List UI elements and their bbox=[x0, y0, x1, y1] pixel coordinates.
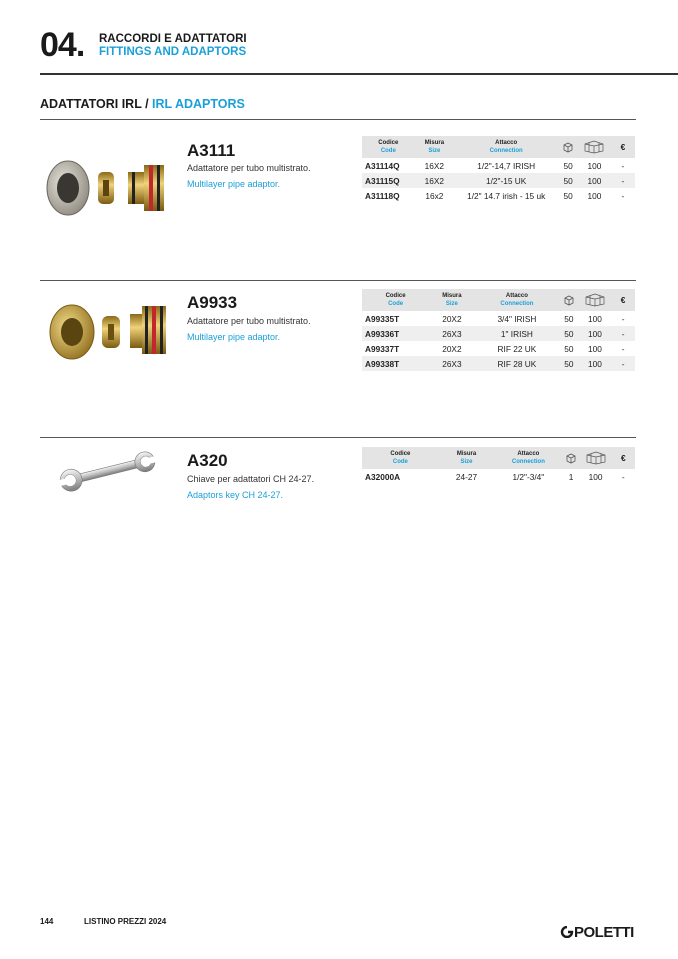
row-box-qty: 50 bbox=[559, 326, 579, 341]
row-pack-qty: 100 bbox=[587, 160, 602, 171]
size-header-en: Size bbox=[445, 301, 458, 307]
row-pack-qty: 100 bbox=[579, 356, 612, 371]
code-header-en: Code bbox=[388, 301, 404, 307]
poletti-logo-icon bbox=[560, 926, 574, 938]
row-price: - bbox=[611, 326, 635, 341]
row-box-qty: 50 bbox=[563, 160, 573, 171]
code-header-it: Codice bbox=[378, 140, 399, 146]
product-rule bbox=[40, 437, 636, 438]
currency-header: € bbox=[612, 447, 635, 469]
table-row bbox=[362, 326, 635, 341]
row-connection: RIF 28 UK bbox=[475, 356, 560, 371]
connection-header-it: Attacco bbox=[495, 140, 518, 146]
box-icon bbox=[562, 447, 579, 469]
row-price: - bbox=[621, 160, 625, 171]
pack-icon bbox=[580, 447, 612, 469]
chapter-number: 04. bbox=[40, 26, 85, 64]
row-pack-qty: 100 bbox=[587, 343, 602, 354]
connection-header-en: Connection bbox=[489, 148, 523, 154]
product-desc-it: Adattatore per tubo multistrato. bbox=[187, 163, 311, 173]
row-size: 20X2 bbox=[442, 313, 462, 324]
code-header-it: Codice bbox=[385, 293, 406, 299]
row-box-qty: 50 bbox=[564, 313, 574, 324]
row-box-qty: 50 bbox=[564, 343, 574, 354]
adaptor-image bbox=[48, 296, 180, 376]
table-header-row bbox=[362, 289, 635, 311]
row-size: 16X2 bbox=[424, 160, 445, 171]
row-size: 16X2 bbox=[415, 173, 454, 188]
row-price: - bbox=[621, 313, 625, 324]
table-row bbox=[362, 311, 635, 326]
row-price: - bbox=[611, 173, 635, 188]
row-code: A31115Q bbox=[362, 173, 415, 188]
row-size: 26X3 bbox=[429, 326, 475, 341]
pack-icon bbox=[578, 136, 611, 158]
currency-header: € bbox=[611, 136, 635, 158]
header-rule bbox=[40, 73, 678, 75]
logo-text: POLETTI bbox=[574, 924, 634, 941]
row-connection: 1/2" 14.7 irish - 15 uk bbox=[467, 190, 546, 201]
size-header-it: Misura bbox=[442, 293, 462, 299]
table-row bbox=[362, 356, 635, 371]
size-header-it: Misura bbox=[424, 140, 445, 146]
table-row bbox=[362, 469, 635, 484]
section-title bbox=[40, 97, 245, 111]
row-box-qty: 50 bbox=[559, 356, 579, 371]
box-icon bbox=[558, 136, 578, 158]
pack-icon bbox=[579, 289, 612, 311]
product-desc-en: Adaptors key CH 24-27. bbox=[187, 490, 284, 500]
poletti-logo bbox=[560, 924, 634, 941]
product-rule bbox=[40, 119, 636, 120]
page-number: 144 bbox=[40, 917, 54, 926]
product-desc-en: Multilayer pipe adaptor. bbox=[187, 179, 281, 189]
product-code: A3111 bbox=[187, 141, 236, 160]
currency-header: € bbox=[611, 289, 635, 311]
row-connection: 1" IRISH bbox=[475, 326, 560, 341]
size-header-en: Size bbox=[460, 459, 473, 465]
row-box-qty: 50 bbox=[558, 173, 578, 188]
row-code: A99335T bbox=[365, 313, 400, 324]
price-table bbox=[362, 136, 635, 203]
row-pack-qty: 100 bbox=[579, 326, 612, 341]
table-row bbox=[362, 173, 635, 188]
product-desc-it: Chiave per adattatori CH 24-27. bbox=[187, 474, 315, 484]
row-connection: RIF 22 UK bbox=[497, 343, 537, 354]
row-price: - bbox=[621, 471, 625, 482]
connection-header-en: Connection bbox=[500, 301, 534, 307]
size-header-it: Misura bbox=[456, 451, 477, 457]
row-pack-qty: 100 bbox=[587, 313, 602, 324]
row-pack-qty: 100 bbox=[578, 173, 611, 188]
connection-header-it: Attacco bbox=[517, 451, 540, 457]
chapter-title-en: FITTINGS AND ADAPTORS bbox=[99, 46, 247, 58]
size-header-en: Size bbox=[428, 148, 441, 154]
row-price: - bbox=[611, 356, 635, 371]
row-connection: 1/2"-3/4" bbox=[512, 471, 545, 482]
row-price: - bbox=[621, 190, 625, 201]
row-size: 26X3 bbox=[429, 356, 475, 371]
section-title-en: IRL ADAPTORS bbox=[152, 97, 245, 111]
code-header-en: Code bbox=[380, 148, 396, 154]
table-header-row bbox=[362, 447, 635, 469]
product-code: A320 bbox=[187, 451, 228, 470]
row-connection: 3/4" IRISH bbox=[497, 313, 537, 324]
row-size: 16x2 bbox=[425, 190, 444, 201]
product-desc-it: Adattatore per tubo multistrato. bbox=[187, 316, 311, 326]
row-code: A99338T bbox=[362, 356, 429, 371]
product-rule bbox=[40, 280, 636, 281]
table-row bbox=[362, 188, 635, 203]
row-pack-qty: 100 bbox=[587, 190, 602, 201]
table-row bbox=[362, 158, 635, 173]
code-header-en: Code bbox=[392, 459, 408, 465]
row-code: A31118Q bbox=[365, 190, 400, 201]
table-header-row bbox=[362, 136, 635, 158]
wrench-image bbox=[56, 450, 160, 492]
row-price: - bbox=[621, 343, 625, 354]
box-icon bbox=[559, 289, 579, 311]
price-table bbox=[362, 289, 635, 371]
connection-header-it: Attacco bbox=[505, 293, 528, 299]
row-pack-qty: 100 bbox=[588, 471, 603, 482]
product-code: A9933 bbox=[187, 293, 238, 312]
price-list-label: LISTINO PREZZI 2024 bbox=[84, 917, 167, 926]
adaptor-image bbox=[44, 150, 180, 222]
row-code: A32000A bbox=[365, 471, 401, 482]
row-size: 24-27 bbox=[455, 471, 478, 482]
product-desc-en: Multilayer pipe adaptor. bbox=[187, 332, 281, 342]
row-box-qty: 1 bbox=[568, 471, 574, 482]
connection-header-en: Connection bbox=[511, 459, 545, 465]
section-title-it: ADATTATORI IRL / bbox=[40, 97, 149, 111]
code-header-it: Codice bbox=[390, 451, 411, 457]
row-code: A99337T bbox=[365, 343, 400, 354]
row-size: 20X2 bbox=[442, 343, 462, 354]
chapter-title-it: RACCORDI E ADATTATORI bbox=[99, 33, 247, 45]
price-table bbox=[362, 447, 635, 484]
row-box-qty: 50 bbox=[563, 190, 573, 201]
row-code: A99336T bbox=[362, 326, 429, 341]
row-code: A31114Q bbox=[365, 160, 400, 171]
row-connection: 1/2"-14,7 IRISH bbox=[477, 160, 536, 171]
table-row bbox=[362, 341, 635, 356]
row-connection: 1/2"-15 UK bbox=[454, 173, 558, 188]
